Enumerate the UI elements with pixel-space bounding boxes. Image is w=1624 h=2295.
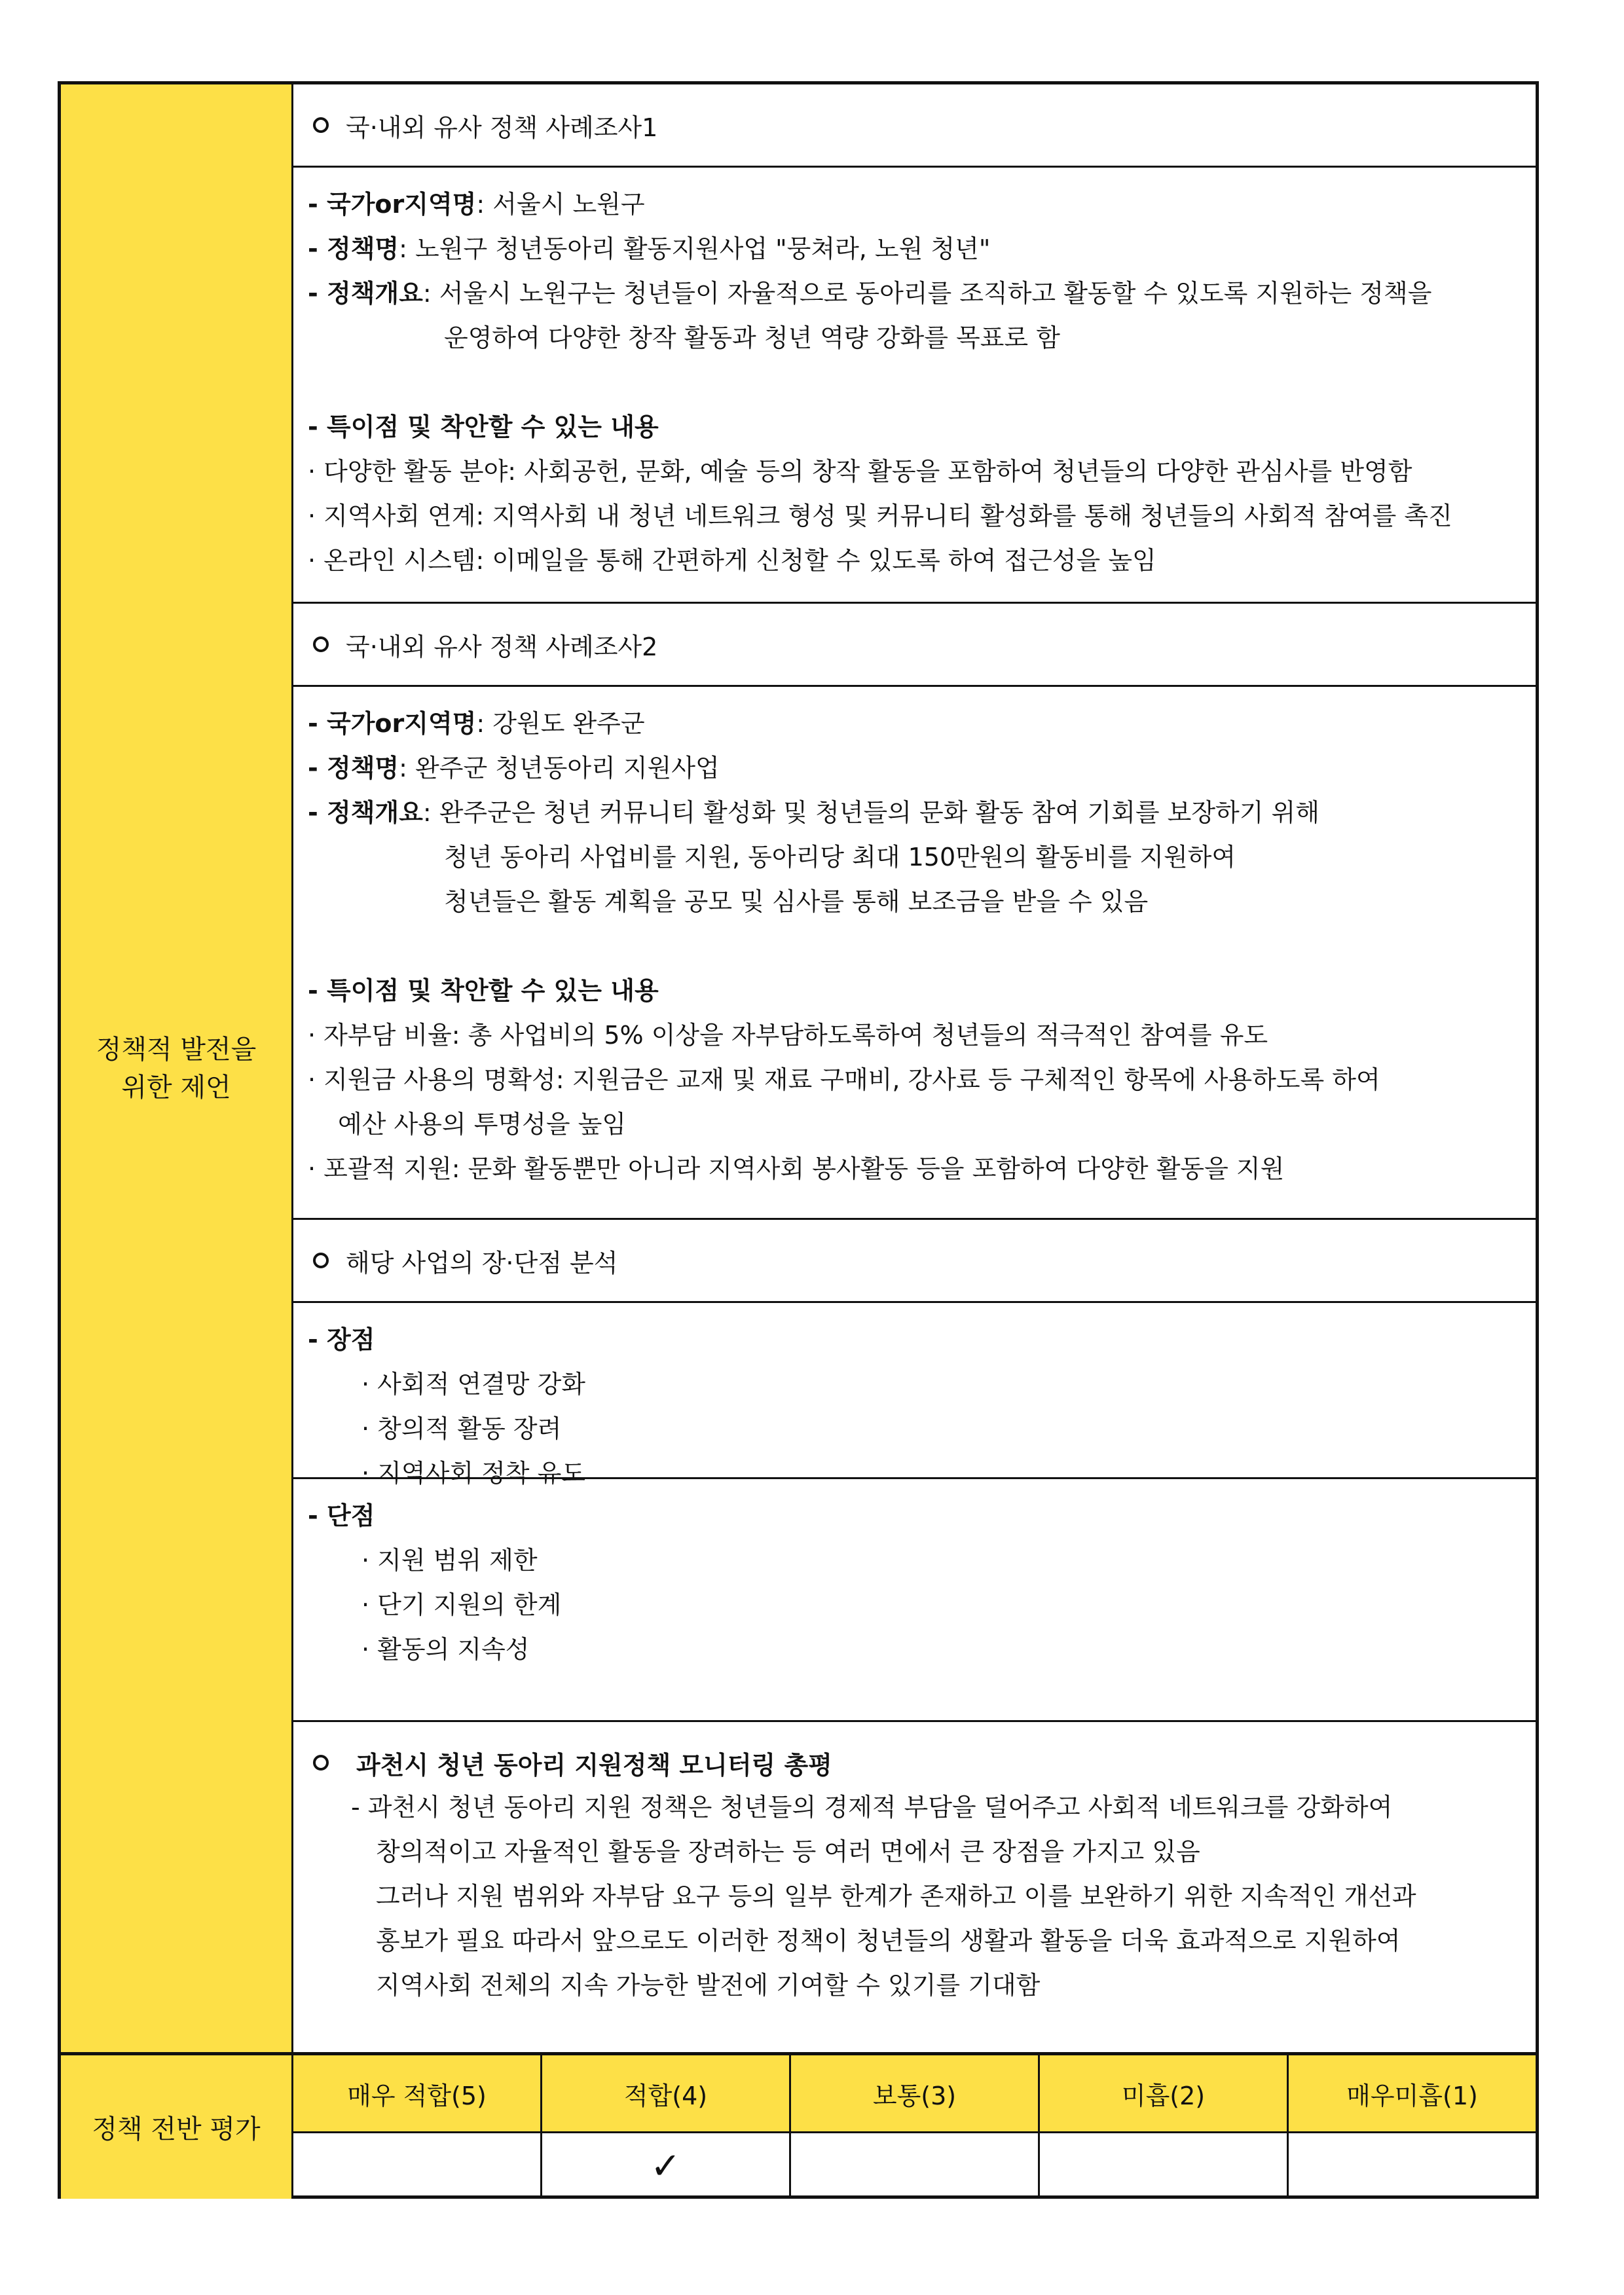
rating-option-3: 보통(3) <box>791 2055 1040 2131</box>
rating-option-2: 미흡(2) <box>1040 2055 1289 2131</box>
proposal-content <box>293 84 1536 2052</box>
section-label-evaluation <box>61 2052 293 2199</box>
cons-item: · 활동의 지속성 <box>361 1635 530 1664</box>
case1-body <box>293 168 1536 604</box>
rating-cell-1[interactable] <box>1289 2133 1536 2199</box>
rating-cell-3[interactable] <box>791 2133 1040 2199</box>
evaluation-label: 정책 전반 평가 <box>92 2114 261 2144</box>
case2-feature-item-continued: 예산 사용의 투명성을 높임 <box>338 1110 627 1139</box>
circle-bullet-icon <box>313 117 329 133</box>
cons-item: · 지원 범위 제한 <box>361 1546 538 1575</box>
case1-header <box>293 84 1536 168</box>
circle-bullet-icon <box>313 1755 329 1771</box>
proposal-label-line2: 위한 제언 <box>121 1072 231 1103</box>
case1-feature-item: · 다양한 활동 분야: 사회공헌, 문화, 예술 등의 창작 활동을 포함하여 청년들의 다양한 관심사를 반영함 <box>308 457 1412 486</box>
pros-item: · 창의적 활동 장려 <box>361 1414 562 1443</box>
rating-option-1: 매우미흡(1) <box>1346 2081 1478 2110</box>
case1-country-value: : 서울시 노원구 <box>476 190 645 219</box>
review-header <box>313 1740 1536 1785</box>
rating-cell-4[interactable] <box>542 2133 791 2199</box>
case1-policy-value: : 노원구 청년동아리 활동지원사업 "뭉쳐라, 노원 청년" <box>399 234 991 263</box>
case1-summary-line1: : 서울시 노원구는 청년들이 자율적으로 동아리를 조직하고 활동할 수 있도록 지원하는 정책을 <box>422 279 1432 308</box>
case2-summary-line2: 청년 동아리 사업비를 지원, 동아리당 최대 150만원의 활동비를 지원하여 <box>444 843 1236 872</box>
evaluation-table <box>293 2052 1536 2199</box>
pros-item: · 사회적 연결망 강화 <box>361 1370 585 1399</box>
review-line: 그러나 지원 범위와 자부담 요구 등의 일부 한계가 존재하고 이를 보완하기 위한 지속적인 개선과 <box>376 1882 1416 1911</box>
case2-summary-label: - 정책개요 <box>308 798 423 827</box>
cons-section <box>293 1479 1536 1722</box>
policy-evaluation-form <box>58 81 1539 2199</box>
case2-body <box>293 687 1536 1220</box>
section-label-proposal <box>61 84 293 2052</box>
case2-feature-item: · 자부담 비율: 총 사업비의 5% 이상을 자부담하도록하여 청년들의 적극적인 참여를 유도 <box>308 1021 1268 1050</box>
pros-section <box>293 1303 1536 1488</box>
case2-policy-value: : 완주군 청년동아리 지원사업 <box>399 754 720 782</box>
case2-feature-item: · 포괄적 지원: 문화 활동뿐만 아니라 지역사회 봉사활동 등을 포함하여 다양한 활동을 지원 <box>308 1154 1285 1183</box>
case2-header <box>293 604 1536 687</box>
evaluation-options-row <box>293 2055 1536 2133</box>
analysis-header <box>293 1220 1536 1303</box>
case1-policy-label: - 정책명 <box>308 234 399 263</box>
evaluation-selection-row <box>293 2133 1536 2199</box>
case2-feature-item: · 지원금 사용의 명확성: 지원금은 교재 및 재료 구매비, 강사료 등 구체적인 항목에 사용하도록 하여 <box>308 1065 1380 1094</box>
case2-country-value: : 강원도 완주군 <box>476 709 645 738</box>
case2-summary-line1: : 완주군은 청년 커뮤니티 활성화 및 청년들의 문화 활동 참여 기회를 보장하기 위해 <box>422 798 1320 827</box>
check-mark-icon: ✓ <box>650 2144 681 2188</box>
circle-bullet-icon <box>313 1253 329 1268</box>
pros-title: - 장점 <box>308 1325 375 1354</box>
circle-bullet-icon <box>313 636 329 652</box>
cons-title: - 단점 <box>308 1501 375 1530</box>
review-line: 홍보가 필요 따라서 앞으로도 이러한 정책이 청년들의 생활과 활동을 더욱 효과적으로 지원하여 <box>376 1926 1401 1955</box>
rating-option-4: 적합(4) <box>542 2055 791 2131</box>
analysis-header-text: 해당 사업의 장·단점 분석 <box>346 1248 618 1277</box>
case1-summary-label: - 정책개요 <box>308 279 423 308</box>
proposal-label-line1: 정책적 발전을 <box>96 1034 257 1065</box>
review-line: - 과천시 청년 동아리 지원 정책은 청년들의 경제적 부담을 덜어주고 사회적 네트워크를 강화하여 <box>351 1793 1393 1822</box>
case1-country-label: - 국가or지역명 <box>308 190 477 219</box>
case1-header-text: 국·내외 유사 정책 사례조사1 <box>346 113 658 142</box>
review-header-text: 과천시 청년 동아리 지원정책 모니터링 총평 <box>356 1750 832 1780</box>
cons-item: · 단기 지원의 한계 <box>361 1590 562 1619</box>
case2-features-title: - 특이점 및 착안할 수 있는 내용 <box>308 976 659 1005</box>
case2-country-label: - 국가or지역명 <box>308 709 477 738</box>
rating-option-5: 매우 적합(5) <box>293 2055 542 2131</box>
review-section <box>293 1722 1536 2052</box>
rating-cell-2[interactable] <box>1040 2133 1289 2199</box>
review-line: 지역사회 전체의 지속 가능한 발전에 기여할 수 있기를 기대함 <box>376 1971 1041 2000</box>
case2-summary-line3: 청년들은 활동 계획을 공모 및 심사를 통해 보조금을 받을 수 있음 <box>444 887 1149 916</box>
pros-item: · 지역사회 정착 유도 <box>361 1459 585 1488</box>
case1-feature-item: · 지역사회 연계: 지역사회 내 청년 네트워크 형성 및 커뮤니티 활성화를 통해 청년들의 사회적 참여를 촉진 <box>308 502 1452 530</box>
review-line: 창의적이고 자율적인 활동을 장려하는 등 여러 면에서 큰 장점을 가지고 있음 <box>376 1837 1200 1866</box>
case1-feature-item: · 온라인 시스템: 이메일을 통해 간편하게 신청할 수 있도록 하여 접근성을 높임 <box>308 546 1156 575</box>
rating-cell-5[interactable] <box>293 2133 542 2199</box>
case1-summary-line2: 운영하여 다양한 창작 활동과 청년 역량 강화를 목표로 함 <box>444 323 1060 352</box>
case2-header-text: 국·내외 유사 정책 사례조사2 <box>346 632 658 661</box>
case2-policy-label: - 정책명 <box>308 754 399 782</box>
case1-features-title: - 특이점 및 착안할 수 있는 내용 <box>308 413 659 441</box>
